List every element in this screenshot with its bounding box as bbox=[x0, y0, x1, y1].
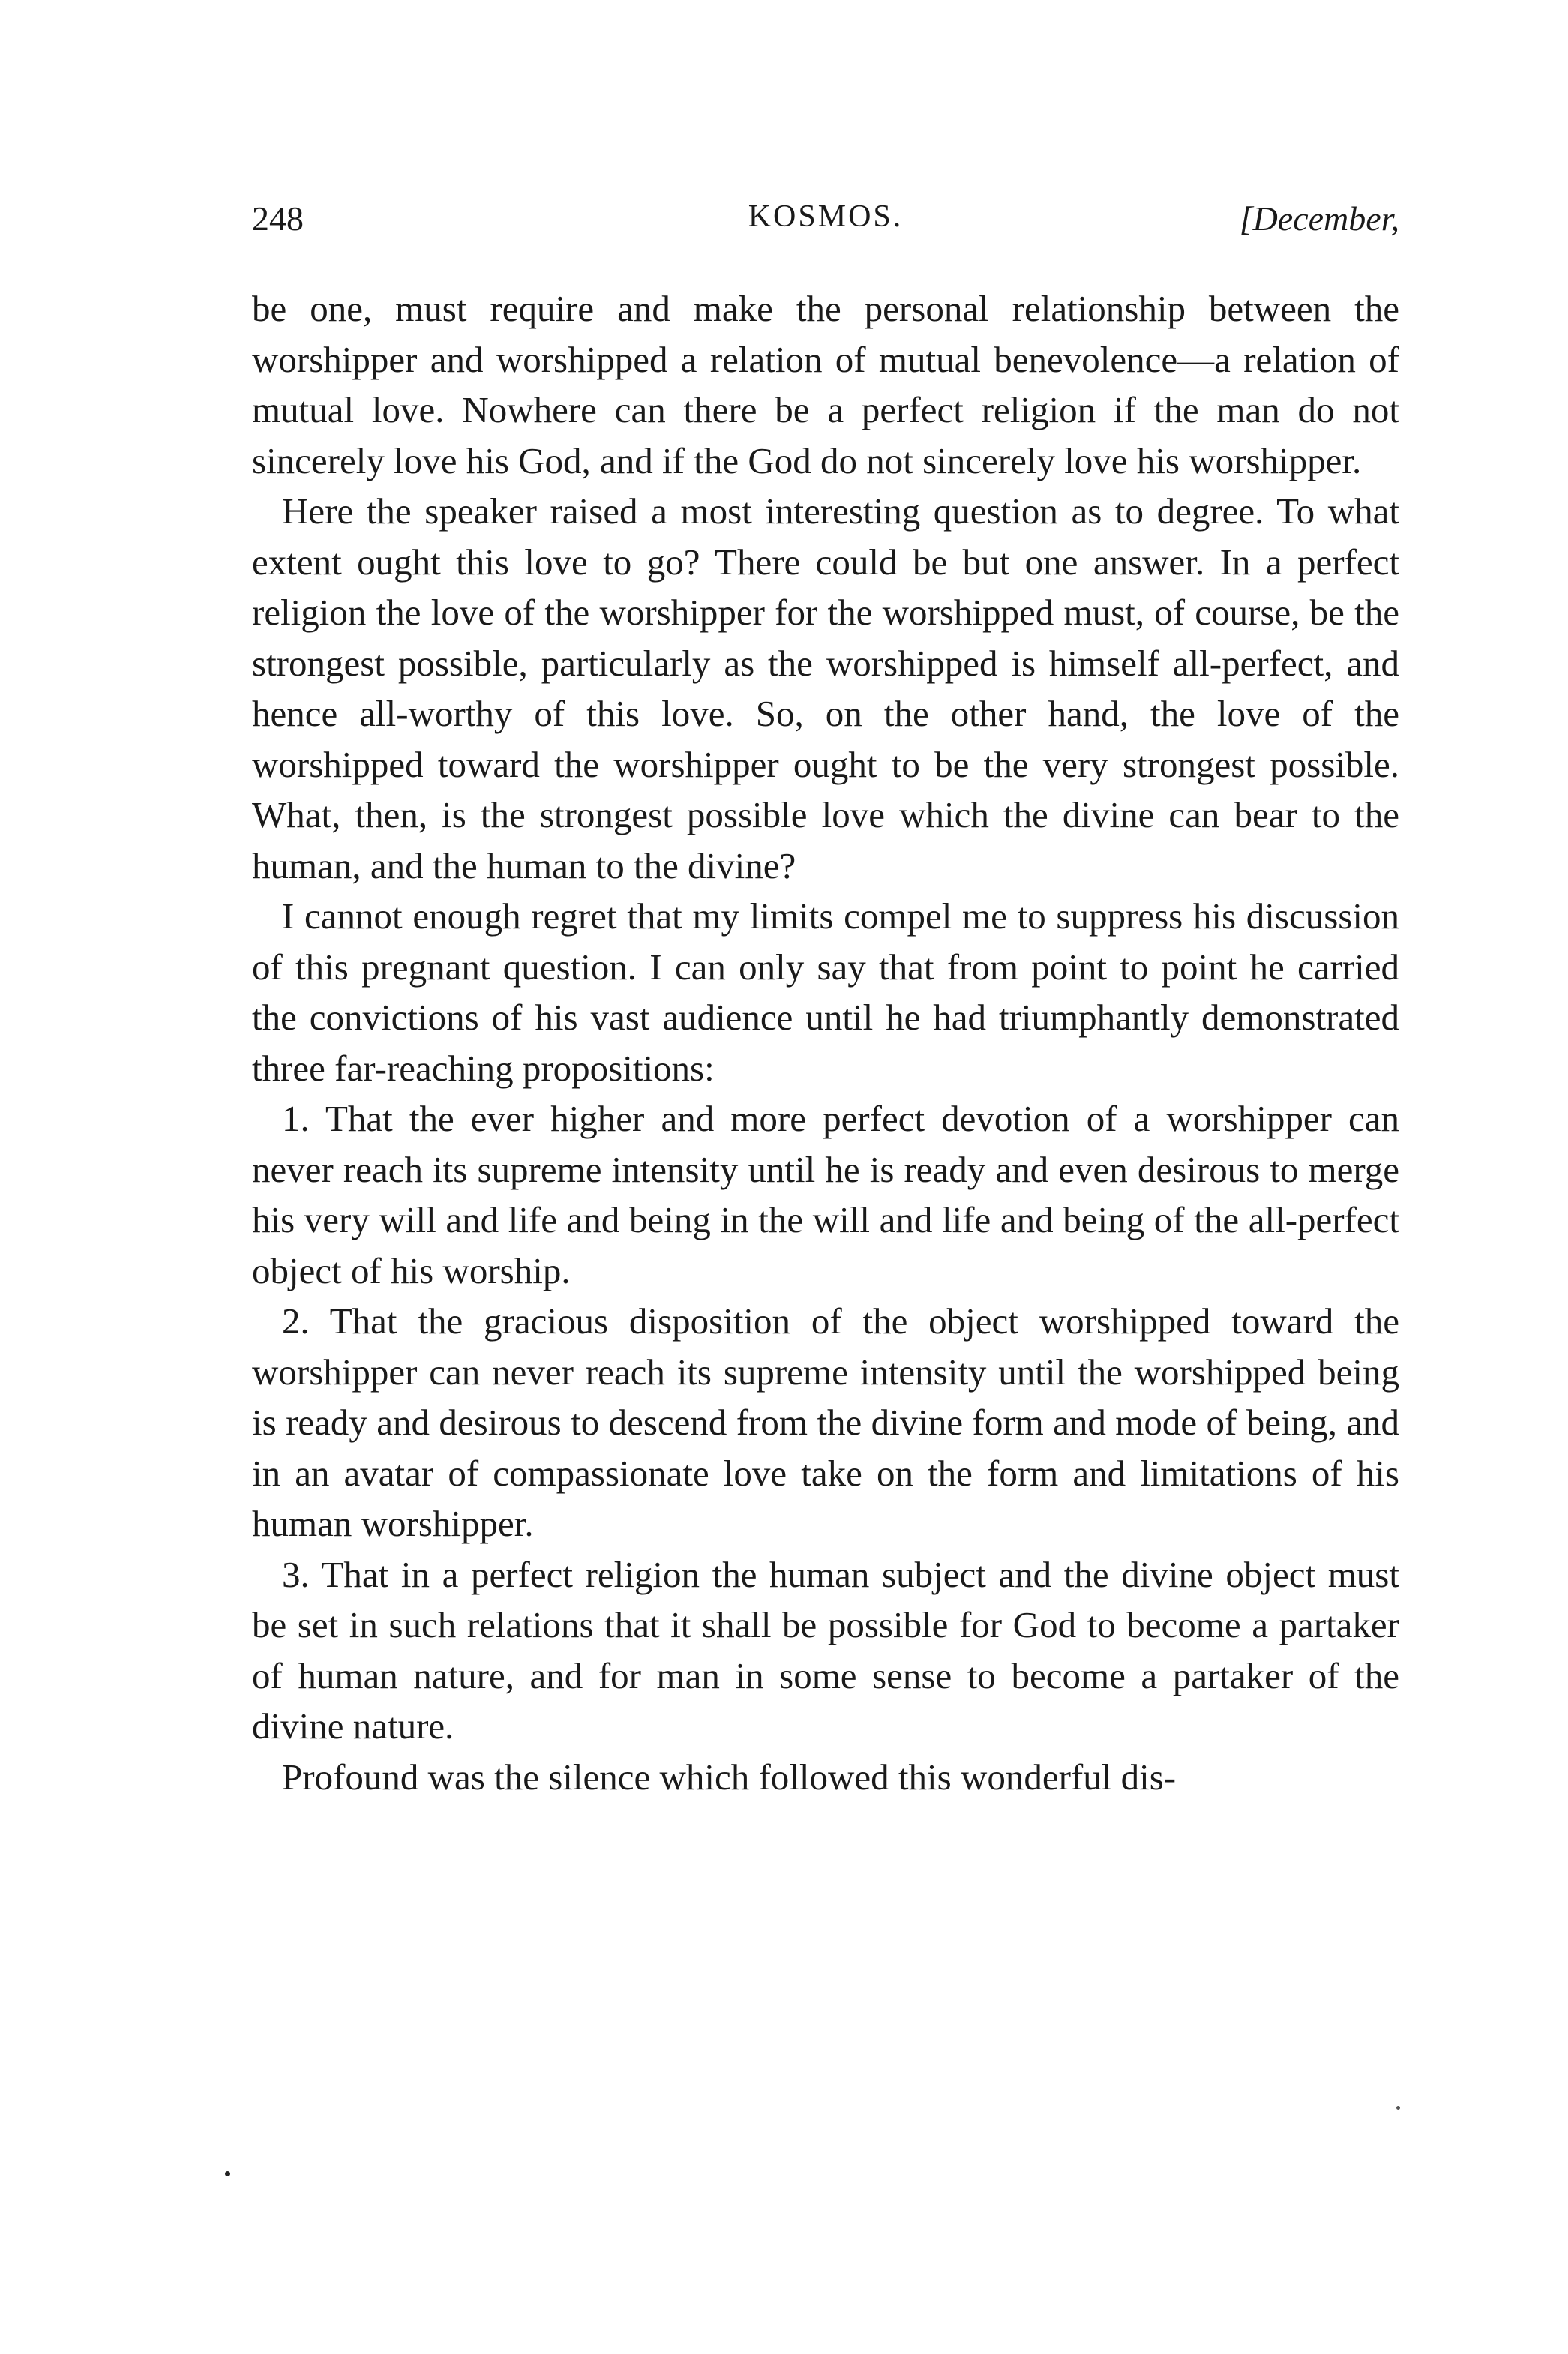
paragraph: Profound was the silence which followed this wonderful dis- bbox=[282, 1756, 1177, 1798]
running-header bbox=[252, 199, 1399, 251]
ink-speck bbox=[1396, 2106, 1400, 2110]
body-text bbox=[252, 283, 1399, 1802]
running-month: [December, bbox=[1239, 199, 1399, 238]
paragraph: Here the speaker raised a most interesting question as to degree. To what extent ought this love to go? There could be but one answer. In a perfect religion the love of the worshipper for the worshipped must, of course, be the strongest possible, particularly as the worshipped is himself all-perfect, and hence all-worthy of this love. So, on the other hand, the love of the worshipped toward the worshipper ought to be the very strongest possible. What, then, is the strongest possible love which the divine can bear to the human, and the human to the divine? bbox=[252, 490, 1399, 886]
running-title: KOSMOS. bbox=[748, 199, 904, 234]
page-number: 248 bbox=[252, 199, 304, 238]
paragraph: I cannot enough regret that my limits compel me to suppress his discussion of this pregnant question. I can only say that from point to point he carried the convictions of his vast audience until he had triumphantly demonstrated three far-reaching propositions: bbox=[252, 895, 1399, 1089]
proposition-3: 3. That in a perfect religion the human subject and the divine object must be set in such relations that it shall be possible for God to become a partaker of human nature, and for man in some sense to become a partaker of the divine nature. bbox=[252, 1553, 1399, 1747]
paragraph-continuation: be one, must require and make the personal relationship between the worshipper and worshipped a relation of mutual benevolence—a relation of mutual love. Nowhere can there be a perfect religion if the man do not sincerely love his God, and if the God do not sincerely love his worshipper. bbox=[252, 288, 1399, 481]
proposition-2: 2. That the gracious disposition of the object worshipped toward the worshipper can never reach its supreme intensity until the worshipped being is ready and desirous to descend from the divine form and mode of being, and in an avatar of compassionate love take on the form and limitations of his human worshipper. bbox=[252, 1300, 1399, 1544]
proposition-1: 1. That the ever higher and more perfect devotion of a worshipper can never reach its supreme intensity until he is ready and even desirous to merge his very will and life and being in the will and life and being of the all-perfect object of his worship. bbox=[252, 1098, 1399, 1291]
ink-speck bbox=[225, 2171, 230, 2176]
